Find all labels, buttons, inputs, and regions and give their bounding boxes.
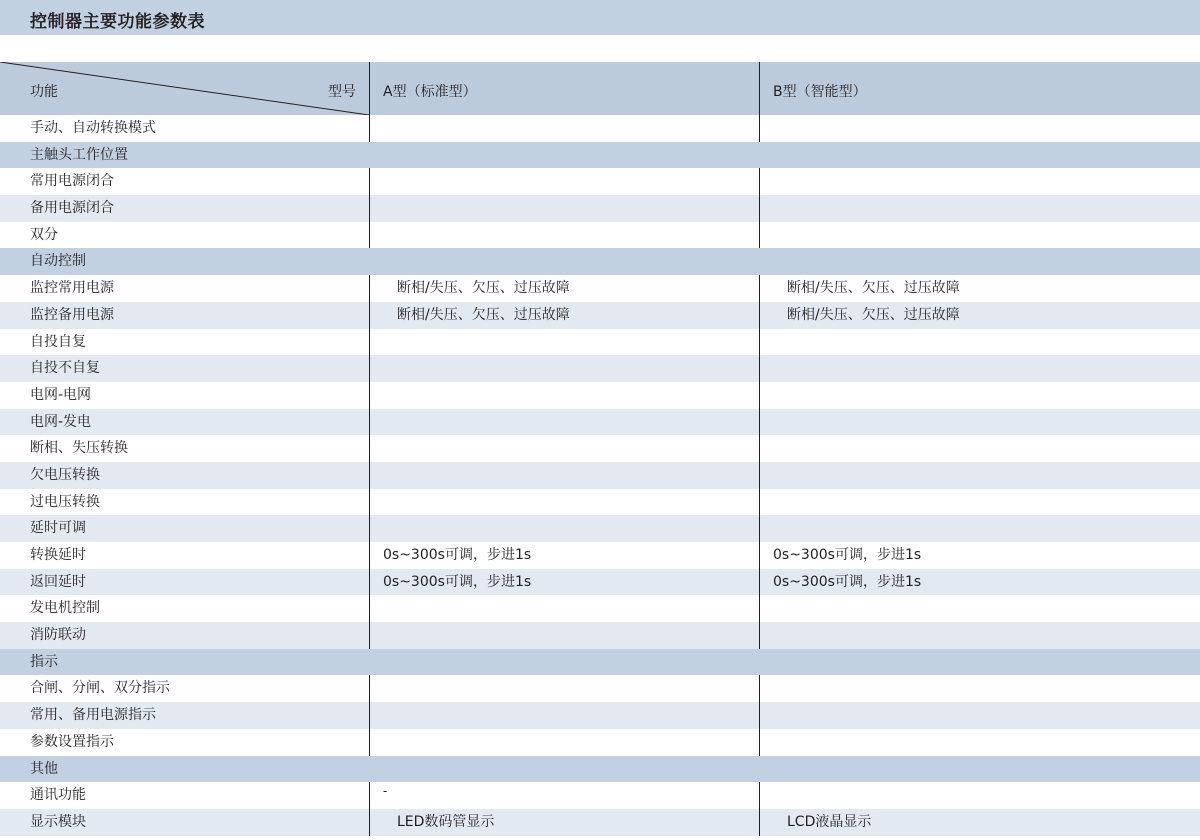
section-row [0,248,1200,275]
column-divider [369,302,370,329]
row-label: 手动、自动转换模式 [30,120,156,136]
column-divider [759,435,760,462]
header-model-label: 型号 [328,84,356,100]
row-label: 参数设置指示 [30,733,114,750]
column-divider [369,569,370,596]
column-divider [759,62,760,115]
table-header [0,62,1200,115]
row-label: 欠电压转换 [30,466,100,483]
table-row [0,515,1200,542]
column-divider [369,729,370,756]
table-row [0,569,1200,596]
table-row [0,329,1200,356]
cell-model-b: 0s~300s可调，步进1s [773,573,922,590]
column-divider [369,382,370,409]
header-function-model-cell [0,62,369,115]
section-row [0,649,1200,676]
header-model-a-cell [369,62,759,115]
column-divider [369,168,370,195]
cell-model-b: 断相/失压、欠压、过压故障 [787,280,960,297]
column-divider [369,675,370,702]
row-label: 返回延时 [30,573,86,590]
column-divider [759,569,760,596]
header-function-label: 功能 [30,84,58,100]
title-bar [0,0,1200,35]
column-divider [369,329,370,356]
column-divider [369,809,370,836]
table-row [0,622,1200,649]
row-label: 消防联动 [30,627,86,644]
column-divider [759,275,760,302]
table-row [0,435,1200,462]
column-divider [369,222,370,249]
row-label: 合闸、分闸、双分指示 [30,680,170,697]
table-row [0,195,1200,222]
table-row [0,168,1200,195]
table-row [0,489,1200,516]
cell-model-a: 0s~300s可调，步进1s [383,547,532,563]
table-row [0,222,1200,249]
row-label: 常用、备用电源指示 [30,707,156,724]
function-parameter-table [0,62,1200,836]
column-divider [759,489,760,516]
column-divider [369,622,370,649]
column-divider [759,329,760,356]
table-row [0,275,1200,302]
column-divider [369,782,370,809]
table-row [0,729,1200,756]
table-body [0,115,1200,836]
table-row [0,355,1200,382]
cell-model-b: LCD液晶显示 [787,813,872,830]
column-divider [369,115,370,142]
column-divider [369,355,370,382]
column-divider [759,809,760,836]
cell-model-b: 0s~300s可调，步进1s [773,547,922,563]
column-divider [759,702,760,729]
table-row [0,809,1200,836]
row-label: 过电压转换 [30,493,100,510]
column-divider [759,409,760,436]
column-divider [369,62,370,115]
section-row [0,756,1200,783]
column-divider [759,168,760,195]
header-model-a: A型（标准型） [383,84,477,100]
column-divider [369,195,370,222]
column-divider [369,489,370,516]
row-label: 转换延时 [30,547,86,563]
column-divider [369,702,370,729]
column-divider [369,462,370,489]
cell-model-a: 断相/失压、欠压、过压故障 [397,280,570,297]
column-divider [759,462,760,489]
column-divider [369,542,370,569]
row-label: 自投自复 [30,333,86,350]
table-row [0,302,1200,329]
row-label: 常用电源闭合 [30,173,114,190]
column-divider [759,675,760,702]
column-divider [759,195,760,222]
column-divider [759,595,760,622]
row-label: 备用电源闭合 [30,200,114,217]
row-label: 监控常用电源 [30,280,114,297]
row-label: 自投不自复 [30,360,100,377]
cell-model-a: 断相/失压、欠压、过压故障 [397,306,570,323]
table-row [0,115,1200,142]
row-label: 通讯功能 [30,787,86,804]
table-row [0,675,1200,702]
cell-model-b: 断相/失压、欠压、过压故障 [787,306,960,323]
row-label: 双分 [30,226,58,243]
column-divider [759,542,760,569]
row-label: 监控备用电源 [30,306,114,323]
header-model-b: B型（智能型） [773,84,867,100]
table-row [0,382,1200,409]
column-divider [759,729,760,756]
column-divider [759,515,760,542]
header-model-b-cell [759,62,1200,115]
row-label: 电网-电网 [30,386,92,403]
table-row [0,542,1200,569]
cell-model-a: - [383,784,388,799]
row-label: 自动控制 [30,253,86,270]
column-divider [759,382,760,409]
column-divider [759,782,760,809]
column-divider [759,355,760,382]
row-label: 指示 [30,653,58,670]
column-divider [369,275,370,302]
page-title: 控制器主要功能参数表 [30,12,205,32]
column-divider [759,115,760,142]
cell-model-a: LED数码管显示 [397,813,495,830]
column-divider [759,302,760,329]
table-row [0,462,1200,489]
row-label: 延时可调 [30,520,86,537]
column-divider [759,622,760,649]
section-row [0,142,1200,169]
row-label: 其他 [30,760,58,777]
row-label: 发电机控制 [30,600,100,617]
table-row [0,782,1200,809]
column-divider [369,595,370,622]
column-divider [369,409,370,436]
column-divider [369,435,370,462]
table-row [0,595,1200,622]
column-divider [369,515,370,542]
cell-model-a: 0s~300s可调，步进1s [383,573,532,590]
table-row [0,409,1200,436]
table-row [0,702,1200,729]
column-divider [759,222,760,249]
row-label: 主触头工作位置 [30,146,128,163]
row-label: 显示模块 [30,813,86,830]
row-label: 断相、失压转换 [30,440,128,457]
row-label: 电网-发电 [30,413,92,430]
